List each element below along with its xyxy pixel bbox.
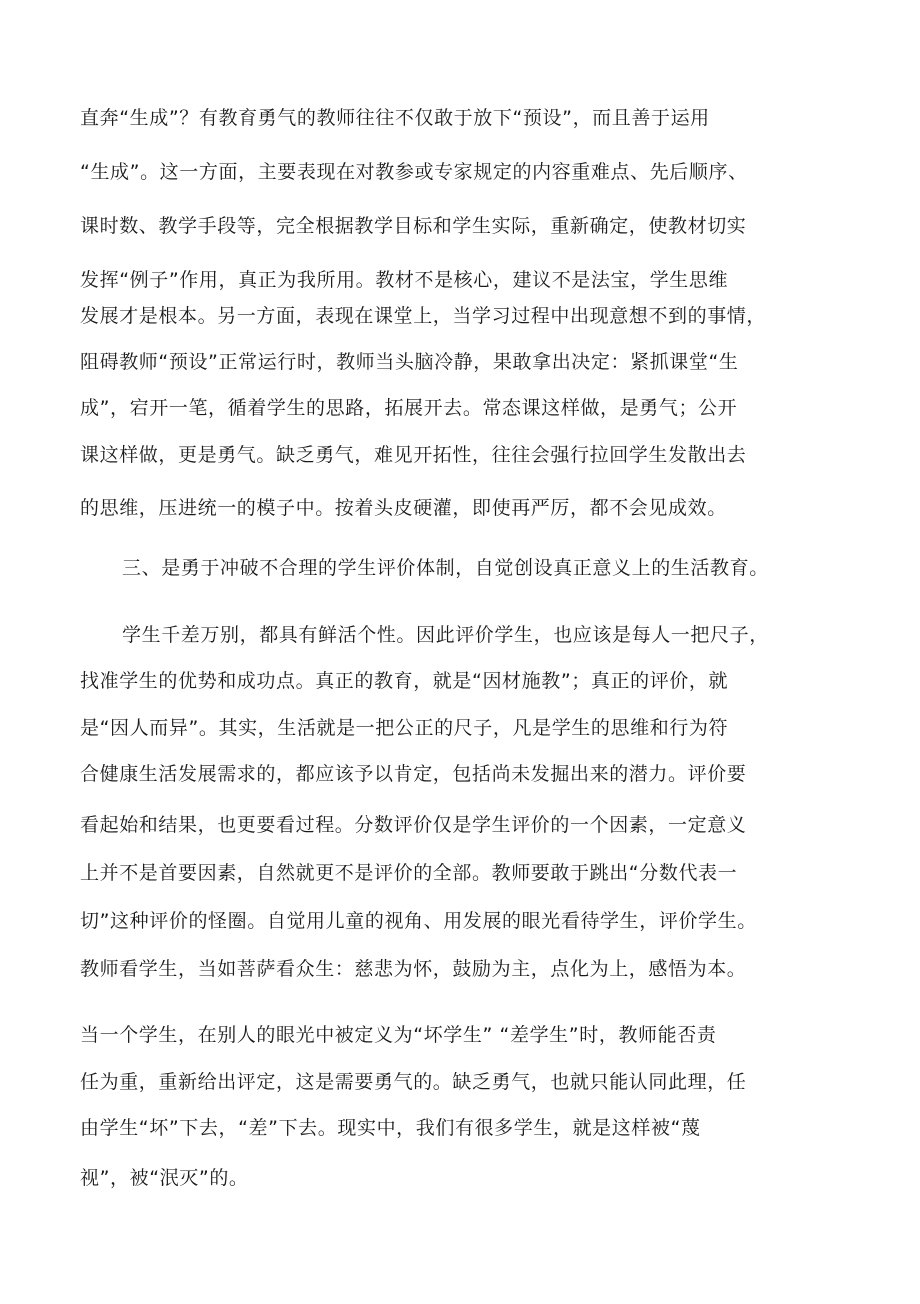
section-heading: 三、是勇于冲破不合理的学生评价体制，自觉创设真正意义上的生活教育。 — [122, 557, 769, 579]
text-line: 切”这种评价的怪圈。自觉用儿童的视角、用发展的眼光看待学生，评价学生。 — [80, 910, 757, 932]
text-line: 是“因人而异”。其实，生活就是一把公正的尺子，凡是学生的思维和行为符 — [80, 717, 729, 739]
text-line: 由学生“坏”下去，“差”下去。现实中，我们有很多学生，就是这样被“蔑 — [80, 1117, 701, 1139]
text-line: 成”，宕开一笔，循着学生的思路，拓展开去。常态课这样做，是勇气；公开 — [80, 397, 738, 419]
text-line: 阻碍教师“预设”正常运行时，教师当头脑冷静，果敢拿出决定：紧抓课堂“生 — [80, 351, 739, 373]
text-line: 发挥“例子”作用，真正为我所用。教材不是核心，建议不是法宝，学生思维 — [80, 269, 729, 291]
text-line: 当一个学生，在别人的眼光中被定义为“坏学生” “差学生”时，教师能否责 — [80, 1024, 717, 1046]
text-line: 合健康生活发展需求的，都应该予以肯定，包括尚未发掘出来的潜力。评价要 — [80, 763, 747, 785]
text-line: 任为重，重新给出评定，这是需要勇气的。缺乏勇气，也就只能认同此理，任 — [80, 1071, 747, 1093]
text-line: 上并不是首要因素，自然就更不是评价的全部。教师要敢于跳出“分数代表一 — [80, 862, 738, 884]
text-line: 学生千差万别，都具有鲜活个性。因此评价学生，也应该是每人一把尺子， — [122, 624, 769, 646]
text-line: 找准学生的优势和成功点。真正的教育，就是“因材施教”；真正的评价，就 — [80, 670, 729, 692]
text-line: 发展才是根本。另一方面，表现在课堂上，当学习过程中出现意想不到的事情， — [80, 305, 767, 327]
text-line: 视”，被“泯灭”的。 — [80, 1167, 249, 1189]
text-line: 课时数、教学手段等，完全根据教学目标和学生实际，重新确定，使教材切实 — [80, 215, 747, 237]
text-line: 直奔“生成”？有教育勇气的教师往往不仅敢于放下“预设”，而且善于运用 — [80, 107, 710, 129]
text-line: “生成”。这一方面，主要表现在对教参或专家规定的内容重难点、先后顺序、 — [80, 161, 748, 183]
text-line: 教师看学生，当如菩萨看众生：慈悲为怀，鼓励为主，点化为上，感悟为本。 — [80, 958, 747, 980]
text-line: 看起始和结果，也更要看过程。分数评价仅是学生评价的一个因素，一定意义 — [80, 814, 747, 836]
text-line: 的思维，压进统一的模子中。按着头皮硬灌，即使再严厉，都不会见成效。 — [80, 497, 727, 519]
text-line: 课这样做，更是勇气。缺乏勇气，难见开拓性，往往会强行拉回学生发散出去 — [80, 444, 747, 466]
